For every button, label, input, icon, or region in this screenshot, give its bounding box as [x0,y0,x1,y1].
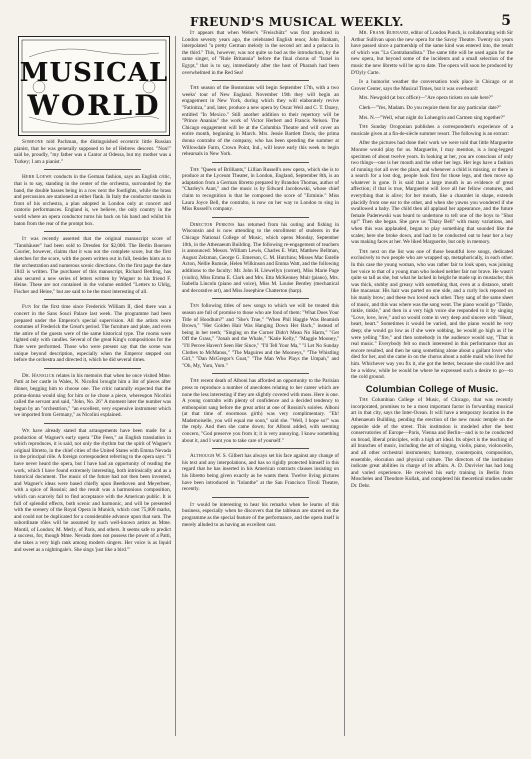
column-1 [14,36,171,556]
article-separator [212,497,309,498]
paragraph-lead: The [359,248,369,255]
paragraph-lead: The [359,397,369,404]
paragraph-text: W. S. Gilbert has always set his face against any change of his text and any interpolations, and has so rigidly protected himself in this regard that he has inserted in his American contracts clauses insisting on his libretto being given exactly as he wants them. Twelve living pictures have been introduced in "Iolanthe" at the San Francisco Tivoli Theatre, recently. [182,453,339,493]
article-separator [44,368,141,369]
article-paragraph [182,30,339,76]
paragraph-lead: It [22,236,27,243]
paragraph-lead: Although [190,453,215,460]
article-paragraph [14,174,171,227]
paragraph-lead: Ten [190,303,200,310]
paragraph-lead: It [190,30,195,36]
article-paragraph [351,79,513,92]
paragraph-text: , editor of London Punch, is collaborating with Sir Arthur Sullivan upon the new opera for the Savoy Theatre. Twenty six years have passed since a partnership of the same kind was entered into, the result of which was "La Contrabandista." The same title will be used again for the new opera, but beyond some of the incidents and a small selection of the music the new libretto will be up to date. The opera will soon be produced by D'Oyly Carte. [351,30,513,76]
paragraph-text: Mrs. N.—"Well, what night do Lohengrin and Carmen sing together?" [359,114,506,121]
paragraph-lead: Is [359,79,364,86]
article-paragraph [351,115,513,122]
article-separator [212,217,309,218]
paragraph-lead: Someone [22,139,44,145]
article-paragraph [14,236,171,295]
column-divider [175,36,176,736]
paragraph-lead: The [190,166,200,173]
article-separator [44,169,141,170]
paragraph-text: Clerk—"Yes, Madam. Do you require them for any particular date?" [359,104,502,111]
paragraph-text: appears that when Weber's "Freischütz" was first produced in London seventy years ago, the celebrated English tenor, John Braham, interpolated "a pretty German melody in the second act and a polacca in the third." This, however, was not quite so bad as the introduction, by the same singer, of "Rule Britannia" before the final chorus of "Israel in Egypt," that is to say, immediately after the host of Pharaoh had been overwhelmed in the Red Sea! [182,30,339,76]
paragraph-text: have already stated that arrangements have been made for a production of Wagner's early opera "Die Feen," an English translation in which reproduces, it is said, not only the rhythm but the spirit of Wagner's original libretto, in the chief cities of the United States with Emma Nevada in the principal rôle. A foreign correspondent referring to the opera says: "I have never heard the opera, but I have had an opportunity of reading the work, which I have found extremely interesting, both intrinsically and as a historical document. The music of the future had not then been invented, and Wagner's ideas were based chiefly upon Beethoven and Meyerbeer, with a spice of Rossini; and the result was a harmonious composition, which can scarcely fail to find acceptance with the American public. It is full of splendid effects, both scenic and harmonic, and will be presented with the scenery of the Royal Opera in Munich, which cost 75,000 marks, and could not be duplicated for a considerable advance upon that sum. The subordinate rôles will be assumed by such well-known artists as Mme. Montil, of London; M. Merly, of Paris, and others. It seems safe to predict a success, for, though Mme. Nevada does not possess the power of a Patti, she takes a very high rank among modern singers. Her voice is as liquid and sweet as a nightingale's. She sings 'just like a bird.'" [14,427,171,553]
paragraph-lead: The [190,85,200,92]
paragraph-lead: Fun [22,304,32,311]
svg-text:WORLD: WORLD [27,89,161,122]
logo-artwork [19,37,169,135]
paragraph-lead: Director Perkins [190,221,235,228]
article-paragraph [182,502,339,528]
paragraph-text: for the first time since Frederick William II, died there was a concert in the Sans Souci Palace last week. The programme had been prepared under the Emperor's special supervision. All the artists wore costumes of Frederick the Great's period. The furniture and plate, and even the attire of the guests were of the same historical type. The rooms were lighted only with candles. Several of the great King's compositions for the flute were performed. Those who were present say that the scene was unique beyond description, especially when the Emperor stepped out before the orchestra and directed it, which he did several times. [14,304,171,364]
article-separator [44,231,141,232]
article-separator [44,299,141,300]
article-separator [44,423,141,424]
article-paragraph [182,167,339,213]
paragraph-text: relates in his memoirs that when he once visited Mme. Patti at her castle in Wales, N. Nicolini brought him a list of pieces after dinner, begging him to choose one. The critic naturally expected that the prima-donna would sing for him or he chose a piece, whereupon Nicolini called the servant and said, "John, No. 26" A moment later the number was begun by an "orchestrion," "an excellent, very expensive instrument which we imported from Germany," as Nicolini explained. [14,372,171,419]
article-separator [212,298,309,299]
article-paragraph [351,249,513,381]
article-paragraph [182,85,339,158]
paragraph-text: recent death of Alboni has afforded an opportunity to the Parisian press to reproduce a number of anecdotes relating to her career which are none the less interesting if they are slightly covered with moss. Here is one. A young contralto with plenty of confidence and a decided tendency to embonpoint sang before the great artist at one of Rossini's soirées. Alboni (at that time of enormous girth) was very complimentary. "Eh! Mademoiselle, you will equal me soon," said she. "Well, I hope so!" was the reply. And then she came down; for Alboni added, with seeming concern, "God preserve you from it; it is very annoying. I know something about it, and I want you to take care of yourself." [182,378,339,444]
paragraph-lead: The [190,378,200,385]
publication-title: FREUND'S MUSICAL WEEKLY. [190,15,404,29]
article-paragraph [182,378,339,444]
article-paragraph [14,428,171,553]
article-paragraph [182,453,339,493]
column-3 [351,30,513,493]
svg-text:MUSICAL: MUSICAL [19,58,169,88]
paragraph-text: told Pachman, the distinguished eccentric little Russian pianist, that he was generally supposed to be of Hebrew descent. "Non!" said he, proudly, "my father was a Cantor at Odessa, but my mother was a Turkey; I am a pianist." [14,139,171,165]
paragraph-lead: Herr Loewe [22,174,52,181]
article-paragraph [182,222,339,295]
masthead [0,12,531,32]
article-paragraph [351,140,513,246]
page-number: 5 [501,13,511,29]
article-paragraph [14,139,171,165]
column-1-articles [14,139,171,553]
column-2 [182,30,339,531]
paragraph-text: following titles of new songs to which we will be treated this season are full of promise to those who are fond of them: "What Does Your Title of Hoodlum?" and "She's True," "When Phil Haggle Was Beamish Brown," "Her Golden Hair Was Hanging Down Her Back," instead of being in her teeth; "Singing on the Corner Didn't Mean No Harm," "Get Off the Grass," "Jonah and the Whale," "Katie Kelly," "Maggie Mooney," "I'll Percee Haven't Seen Her Since," "I'll Tell Your Ma," "I Let No Sunday Clothes to McManus," "The Maguires and the Mooneys," "The Whistling Girl," "Dan McGregor's Goat," "The Man Who Plays the Umpah," and "Oh, My, Yum, Yum." [182,303,339,369]
paragraph-text: was recently asserted that the original manuscript score of "Tannhäuser" had been sold to Dresden for $2,000. The Berlin Boersen Courier, however, claims that it was not the complete score, but the first sketches for the score, with the poem written out in full, besides hints as to the orchestration and numerous scenic directions. On the first page the date 1843 is written. The purchaser of this manuscript, Richard Bettling, has also secured a new series of letters written by Wagner to his friend F. Heine. These are not contained in the volume entitled "Letters to Uhlig, Fischer and Heine," but are said to be the most interesting of all. [14,236,171,295]
article-paragraph [351,397,513,489]
paragraph-text: Columbian College of Music, of Chicago, that was recently incorporated, promises to be a most important factor in forwarding musical art in that city, says the Inter-Ocean. It will have a temporary location in the Athenaeum Building, pending the erection of the new music temple on the opposite side of the street. This institution is modeled after the best conservatories of Europe—Paris, Vienna and Berlin—and is to be conducted on broad, liberal principles, with a high art ideal. Its object is the teaching of all branches of music, including the art of singing, violin, piano, violoncello, and all other orchestral instruments; harmony, counterpoint, composition, ensemble, elocution and physical culture. The directors of the institution indicate great abilities in charge of its affairs. A. D. Duvivier has had long and varied experience. He received his early training in Berlin from Moscheles and Theodore Kullak, and completed his theoretical studies under Dr. Dehr. [351,397,513,489]
paragraph-lead: Mr. Frank Burnand [359,30,409,36]
article-paragraph [14,304,171,363]
article-separator [212,162,309,163]
paragraph-lead: It [190,501,195,508]
article-paragraph [182,303,339,369]
paragraph-text: Mrs. Newgold (at box office)—"Are opera tickets on sale here?" [359,95,494,102]
article-paragraph [14,373,171,419]
paragraph-text: conducts in the German fashion, says an English critic, that is to say, standing in the center of the orchestra, surrounded by the band, the double basses being in a row next the footlights, while the brass and percussion are stationed at either flank. In Italy the conductor stands in front of his orchestra, a plan adopted in London only at concert and oratorio performances. England is, we believe, the only country in the world where an opera conductor turns his back on his band and whilst his baton from the rear of the prompt box. [14,174,171,227]
paragraph-text: would be interesting to hear his remarks when he learns of this business, especially when he discovers that the tableaux are starred on the programme as the special feature of the performance, and the opera itself is merely alluded to as having an excellent cast. [182,501,339,528]
paragraph-lead: The [359,124,369,131]
paragraph-text: season of the Bostonians will begin September 17th, with a two weeks' tour of New England. November 19th they will begin an engagement in New York, during which they will elaborately revive "Fatinitza," and, later, produce a new opera by Oscar Weil and C. T. Dazey, entitled "In Mexico." Still another addition to their repertory will be "Prince Ananias" the work of Victor Herbert and Francis Nelson. The Chicago engagement will be at the Columbia Theatre and will cover an entire month, beginning in March. Mrs. Jessie Bartlett Davis, the prima donna contralto of the company, who has been spending the summer at Willowdale Farm, Crown Point, Ind., will leave early this week to begin rehearsals in New York. [182,85,339,158]
article-paragraph [351,95,513,102]
article-paragraph [351,105,513,112]
paragraph-text: a humorist weather the conversation took place in Chicago or at Grover Center, says the Musical Times, but it was overheard: [351,79,513,92]
article-paragraph [351,30,513,76]
article-separator [212,80,309,81]
column-3-articles [351,30,513,381]
columbian-college-article [351,397,513,489]
paragraph-text: has returned from his outing and fishing in Wisconsin and is now attending to the enrollment of students in the Chicago National College of Music, which opens Monday, September 10th, in the Athenaeum Building. The following re-engagement of teachers is announced: Messrs. William Lewis, Charles E. Watt, Matthew Bellman, August Zelzman, George G. Emerson, C. M. Hutchins; Misses Mac Estelle Acton, Nellie Rumsie, Helen Wilkinson and Emma Watt, and the following additions to the faculty: Mr. John H. Llewellyn (cornet), Miss Marie Page (violin), Miss Emma E. Clark and Mrs. Etta McKenney Muir (piano), Mrs. Isabella Lincoln (piano and voice), Miss M. Louise Bentley (mechanical and decorative art), and Miss Josephine Chatterton (harp). [182,221,339,294]
column-divider [344,36,345,736]
article-separator [212,448,309,449]
paragraph-text: Sunday Orogonian publishes a correspondent's experience of a musicale given at a fin-de-siècle summer resort. The following is an extract: [351,124,513,137]
article-paragraph [351,124,513,137]
paragraph-text: "Queen of Brilliants," Lillian Russell's new opera, which she is to produce at the Lyceum Theater, in London, England, September 8th, is an adaptation from a German libretto prepared by Brandon Thomas, author of "Charley's Aunt," and the music is by Edward Jacobowski, whose chief claim to recognition is that he composed the score of "Erminie." Miss Laura Joyce Bell, the contralto, is now on her way to London to sing in Miss Russell's company. [182,166,339,213]
paragraph-text: After the pictures had done their work we were told that little Marguerite Monroe would play for us. Marguerite, I may mention, is a long-legged specimen of about twelve years. In looking at her, you are conscious of only two things—one is her mouth and the other her legs. Her legs have a fashion of running riot all over the place, and whenever a child is missing, or there is a search for a lost dog, people look first for those legs, and then move up whatever is gone. It is said that a large mouth is an evidence of great affection; if that is true, Marguerite will love all her fellow creatures, and everything that is alive; for her mouth, like a chasmlet in shape, extends placidly from one ear to the other, and when she yawns you wondered if she swallowed a baby. The child then all applaud her appearance, and the future female Paderewski was heard to undertone to tell one of the boys to "Shut up!" Then she began. She gave us "Daisy Bell" with many variations, and when this was applauded, began to play something that sounded like the scales; here she broke down, and had to be conducted out to hear her a boy was making faces at her. We liked Marguerite, but only in memory. [351,140,513,246]
musical-world-logo [18,36,170,136]
paragraph-text: next on the list was one of those beautiful love songs, dedicated exclusively to two people who are wrapped up, metaphorically, in each other. In this case the young woman, who was rather fair to look upon, was joining her voice to that of a young man who looked neither fair nor brave. He wasn't quite so tall as she, but what he lacked in height he made up in mustache; this was thick, stubby and greasy with something that, even at a distance, smelt like macassar. His hair was parted on one side, and a curly lock reposed on his manly brow; and these two loved each other. They sang of the same sheet of music, and this was where was the song went. The piano would go "Tinkle, tinkle, tinkle," and then in a very high voice she responded to it by singing "Love, love, love," and so would come in very deep and sincere with "Heart, heart, heart." Sometimes it would be varied, and the piano would be very deep; she would go low as if she were sobbing, he would go high as if he were yelling "fire," and then somebody in the audience would say, "That is real music." Everybody felt so much interested in this performance that an encore resulted, and then he sang something alone about a gallant lover who died for her, and she came in on the chorus about a noble maid who lived for him. Whichever way you fix it, she got the better, because she could live and be a widow, while he would be where he expressed such a desire to go—to the cold ground. [351,248,513,381]
article-separator [212,373,309,374]
paragraph-lead: We [22,427,30,434]
section-heading: Columbian College of Music. [365,383,499,395]
paragraph-lead: Dr. Hanslick [22,372,55,379]
column-2-articles [182,30,339,528]
